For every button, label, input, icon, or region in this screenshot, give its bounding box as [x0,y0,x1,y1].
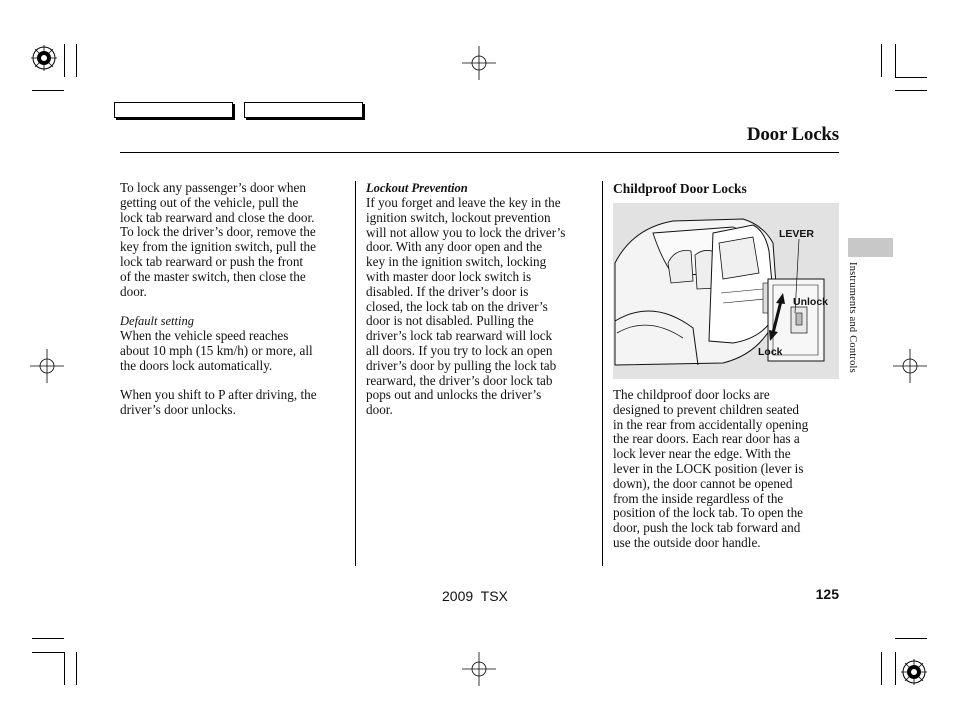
default-setting-paragraph2: When you shift to P after driving, the driver’s door unlocks. [120,387,317,417]
nav-box-contents[interactable] [114,102,233,118]
header-rule [120,152,839,153]
lock-label: Lock [758,346,783,358]
column-divider [355,181,356,566]
nav-box-index[interactable] [244,102,363,118]
registration-target-icon [900,658,928,686]
crosshair-icon [893,349,927,383]
model-year: 2009 TSX [442,588,508,604]
page-title: Door Locks [746,124,839,145]
childproof-text: The childproof door locks are designed to prevent children seated in the rear from accidentally opening the rear doors. Each rear door has a lock lever near the edge. With the lever in the LOCK position (lever is down), the door cannot be opened from the inside regardless of the position of the lock tab. To open the door, push the lock tab forward and use the outside door handle. [613,387,809,550]
lockout-prevention-text: If you forget and leave the key in the ignition switch, lockout prevention will not allow you to lock the driver’s door. With any door open and the key in the ignition switch, locking with master door lock switch is disabled. If the driver’s door is closed, the lock tab on the driver’s door is not disabled. Pulling the driver’s lock tab rearward will lock all doors. If you try to lock an open driver’s door by pulling the lock tab rearward, the driver’s door lock tab pops out and unlocks the driver’s door. [366,195,566,418]
lockout-prevention-heading: Lockout Prevention [366,181,468,195]
section-tab [848,238,893,257]
lever-label: LEVER [779,228,815,240]
childproof-lock-illustration [613,203,839,379]
section-tab-label: Instruments and Controls [847,262,858,373]
unlock-label: Unlock [793,296,829,308]
childproof-heading: Childproof Door Locks [613,181,747,196]
crosshair-icon [462,652,496,686]
page-number: 125 [815,586,839,602]
column-divider [602,181,603,566]
default-setting-heading: Default setting [120,314,194,328]
column1-intro: To lock any passenger’s door when getting out of the vehicle, pull the lock tab rearward and close the door. To lock the driver’s door, remove the key from the ignition switch, pull the lock tab rearward or push the front of the master switch, then close the door. [120,180,316,299]
default-setting-paragraph1: When the vehicle speed reaches about 10 mph (15 km/h) or more, all the doors lock automatically. [120,328,313,373]
registration-target-icon [30,44,58,72]
crosshair-icon [462,46,496,80]
crosshair-icon [30,349,64,383]
